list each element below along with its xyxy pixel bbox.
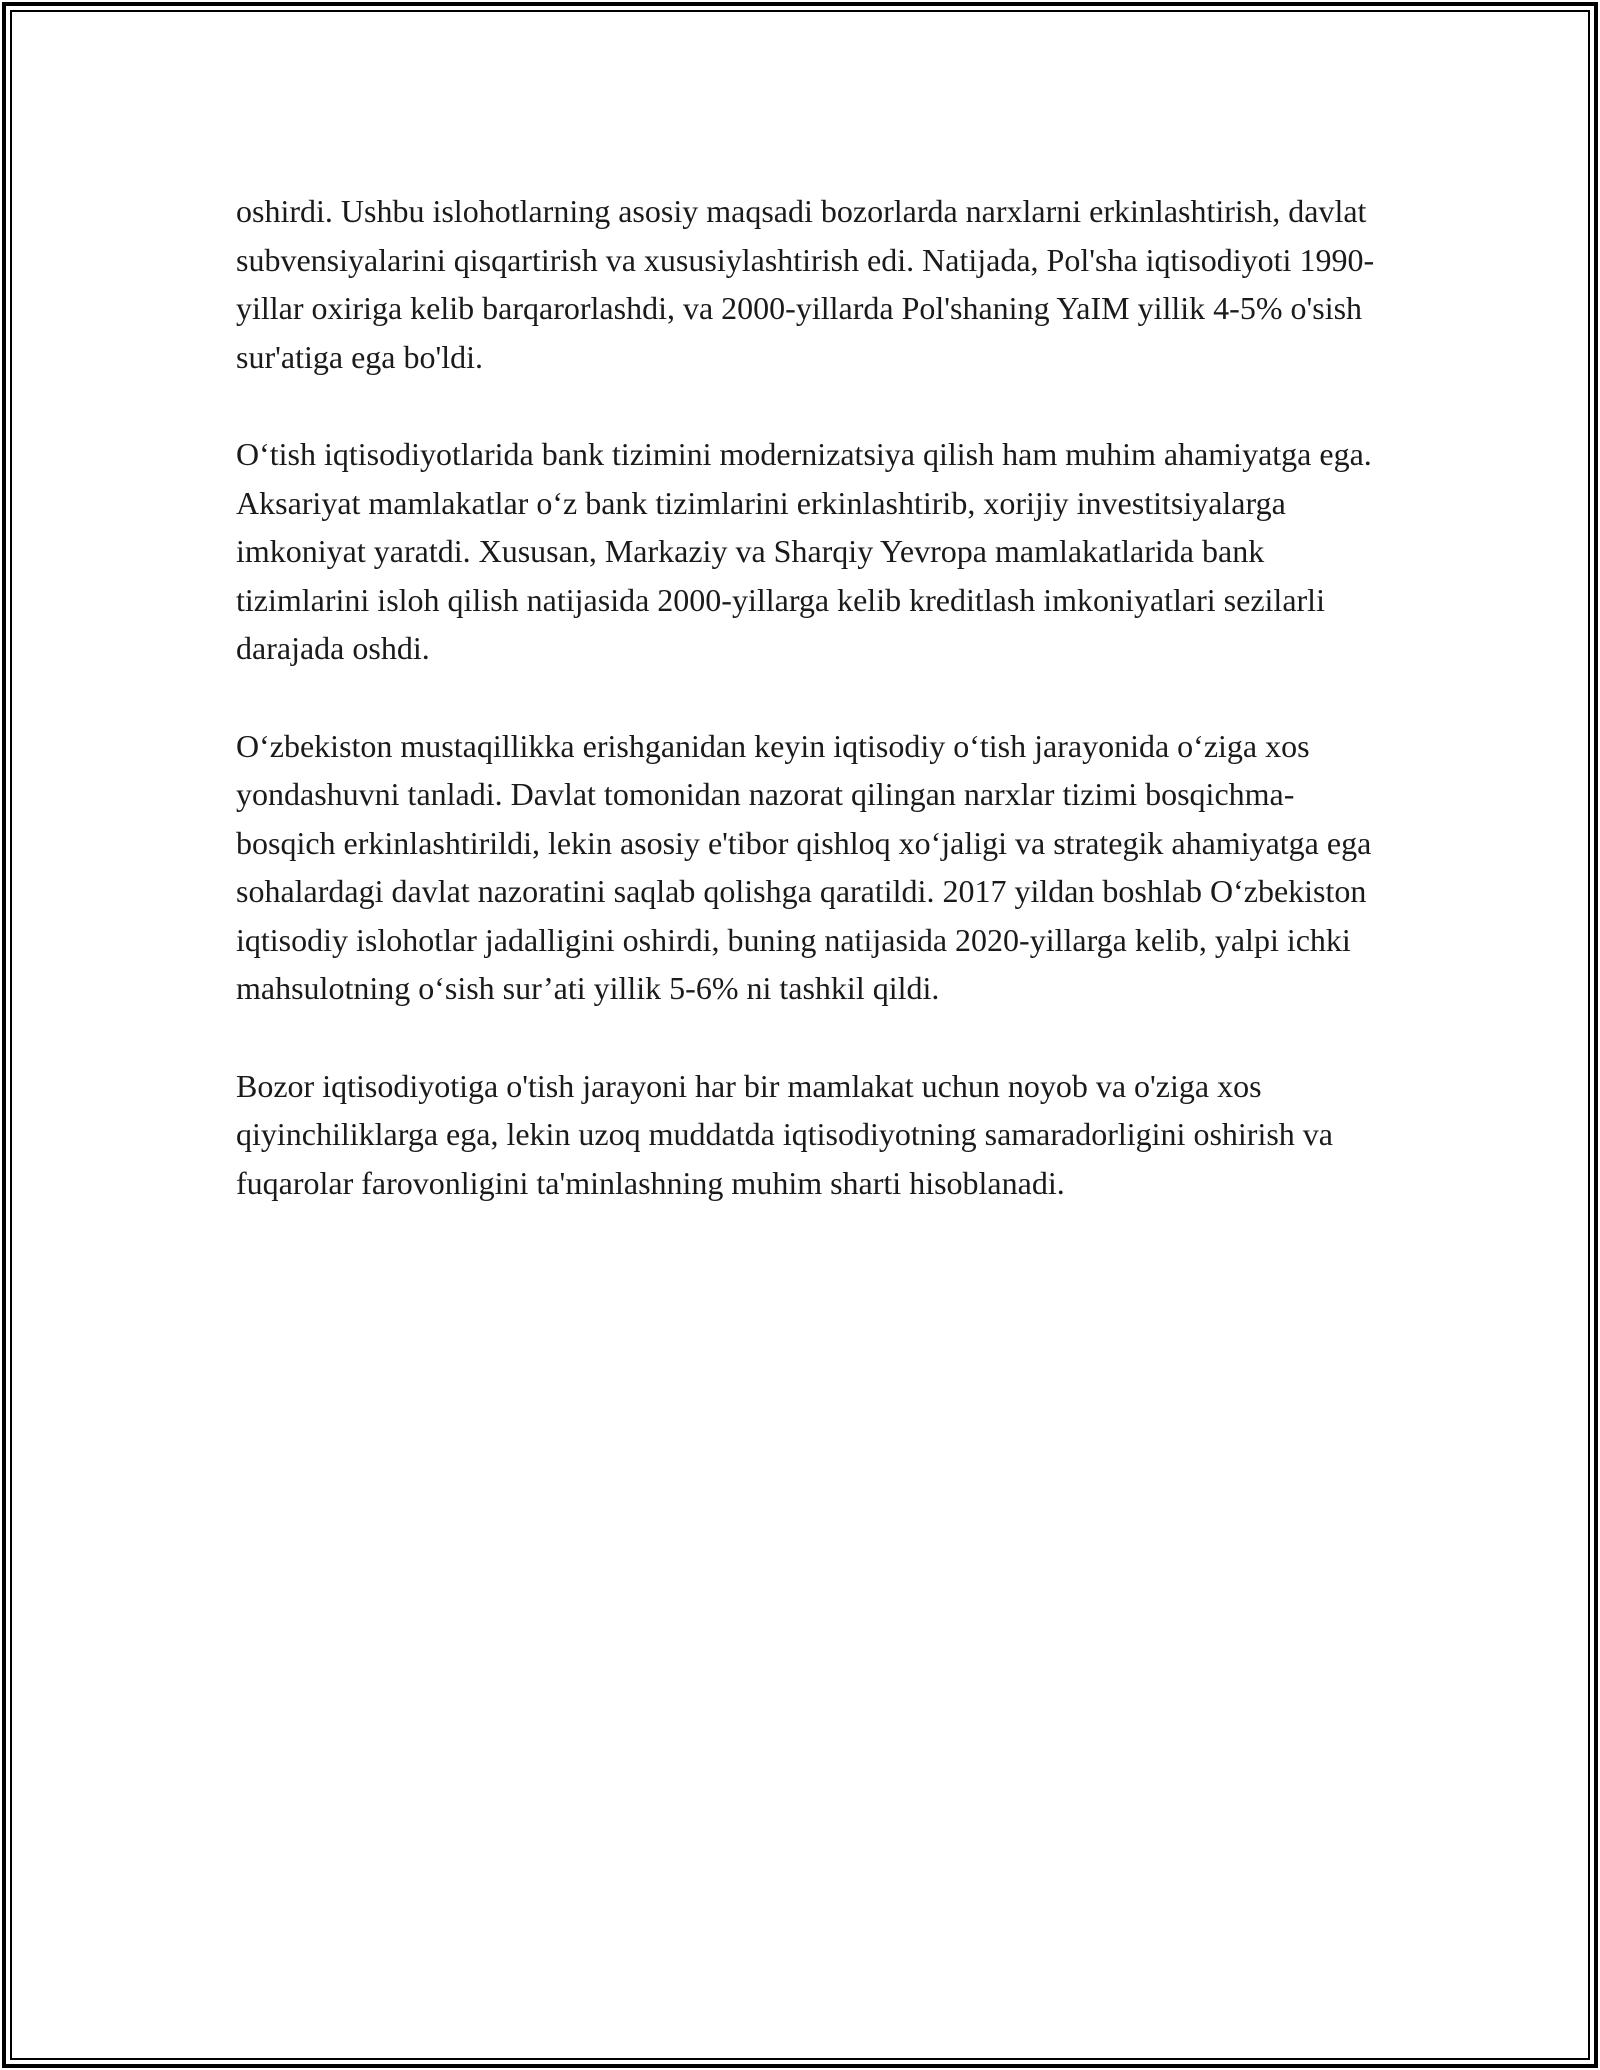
paragraph: O‘zbekiston mustaqillikka erishganidan keyin iqtisodiy o‘tish jarayonida o‘ziga xos yondashuvni tanladi. Davlat tomonidan nazorat qilingan narxlar tizimi bosqichma-bosqich erkinlashtirildi, lekin asosiy e'tibor qishloq xo‘jaligi va strategik ahamiyatga ega sohalardagi davlat nazoratini saqlab qolishga qaratildi. 2017 yildan boshlab O‘zbekiston iqtisodiy islohotlar jadalligini oshirdi, buning natijasida 2020-yillarga kelib, yalpi ichki mahsulotning o‘sish sur’ati yillik 5-6% ni tashkil qildi. bbox=[236, 727, 1372, 1006]
paragraph: oshirdi. Ushbu islohotlarning asosiy maqsadi bozorlarda narxlarni erkinlashtirish, davlat subvensiyalarini qisqartirish va xususiylashtirish edi. Natijada, Pol'sha iqtisodiyoti 1990-yillar oxiriga kelib barqarorlashdi, va 2000-yillarda Pol'shaning YaIM yillik 4-5% o'sish sur'atiga ega bo'ldi. bbox=[236, 193, 1375, 375]
paragraph: O‘tish iqtisodiyotlarida bank tizimini modernizatsiya qilish ham muhim ahamiyatga ega. Aksariyat mamlakatlar o‘z bank tizimlarini erkinlashtirib, xorijiy investitsiyalarga imkoniyat yaratdi. Xususan, Markaziy va Sharqiy Yevropa mamlakatlarida bank tizimlarini isloh qilish natijasida 2000-yillarga kelib kreditlash imkoniyatlari sezilarli darajada oshdi. bbox=[236, 436, 1372, 666]
paragraph: Bozor iqtisodiyotiga o'tish jarayoni har bir mamlakat uchun noyob va o'ziga xos qiyinchiliklarga ega, lekin uzoq muddatda iqtisodiyotning samaradorligini oshirish va fuqarolar farovonligini ta'minlashning muhim sharti hisoblanadi. bbox=[236, 1067, 1333, 1201]
document-body bbox=[236, 187, 1376, 1256]
